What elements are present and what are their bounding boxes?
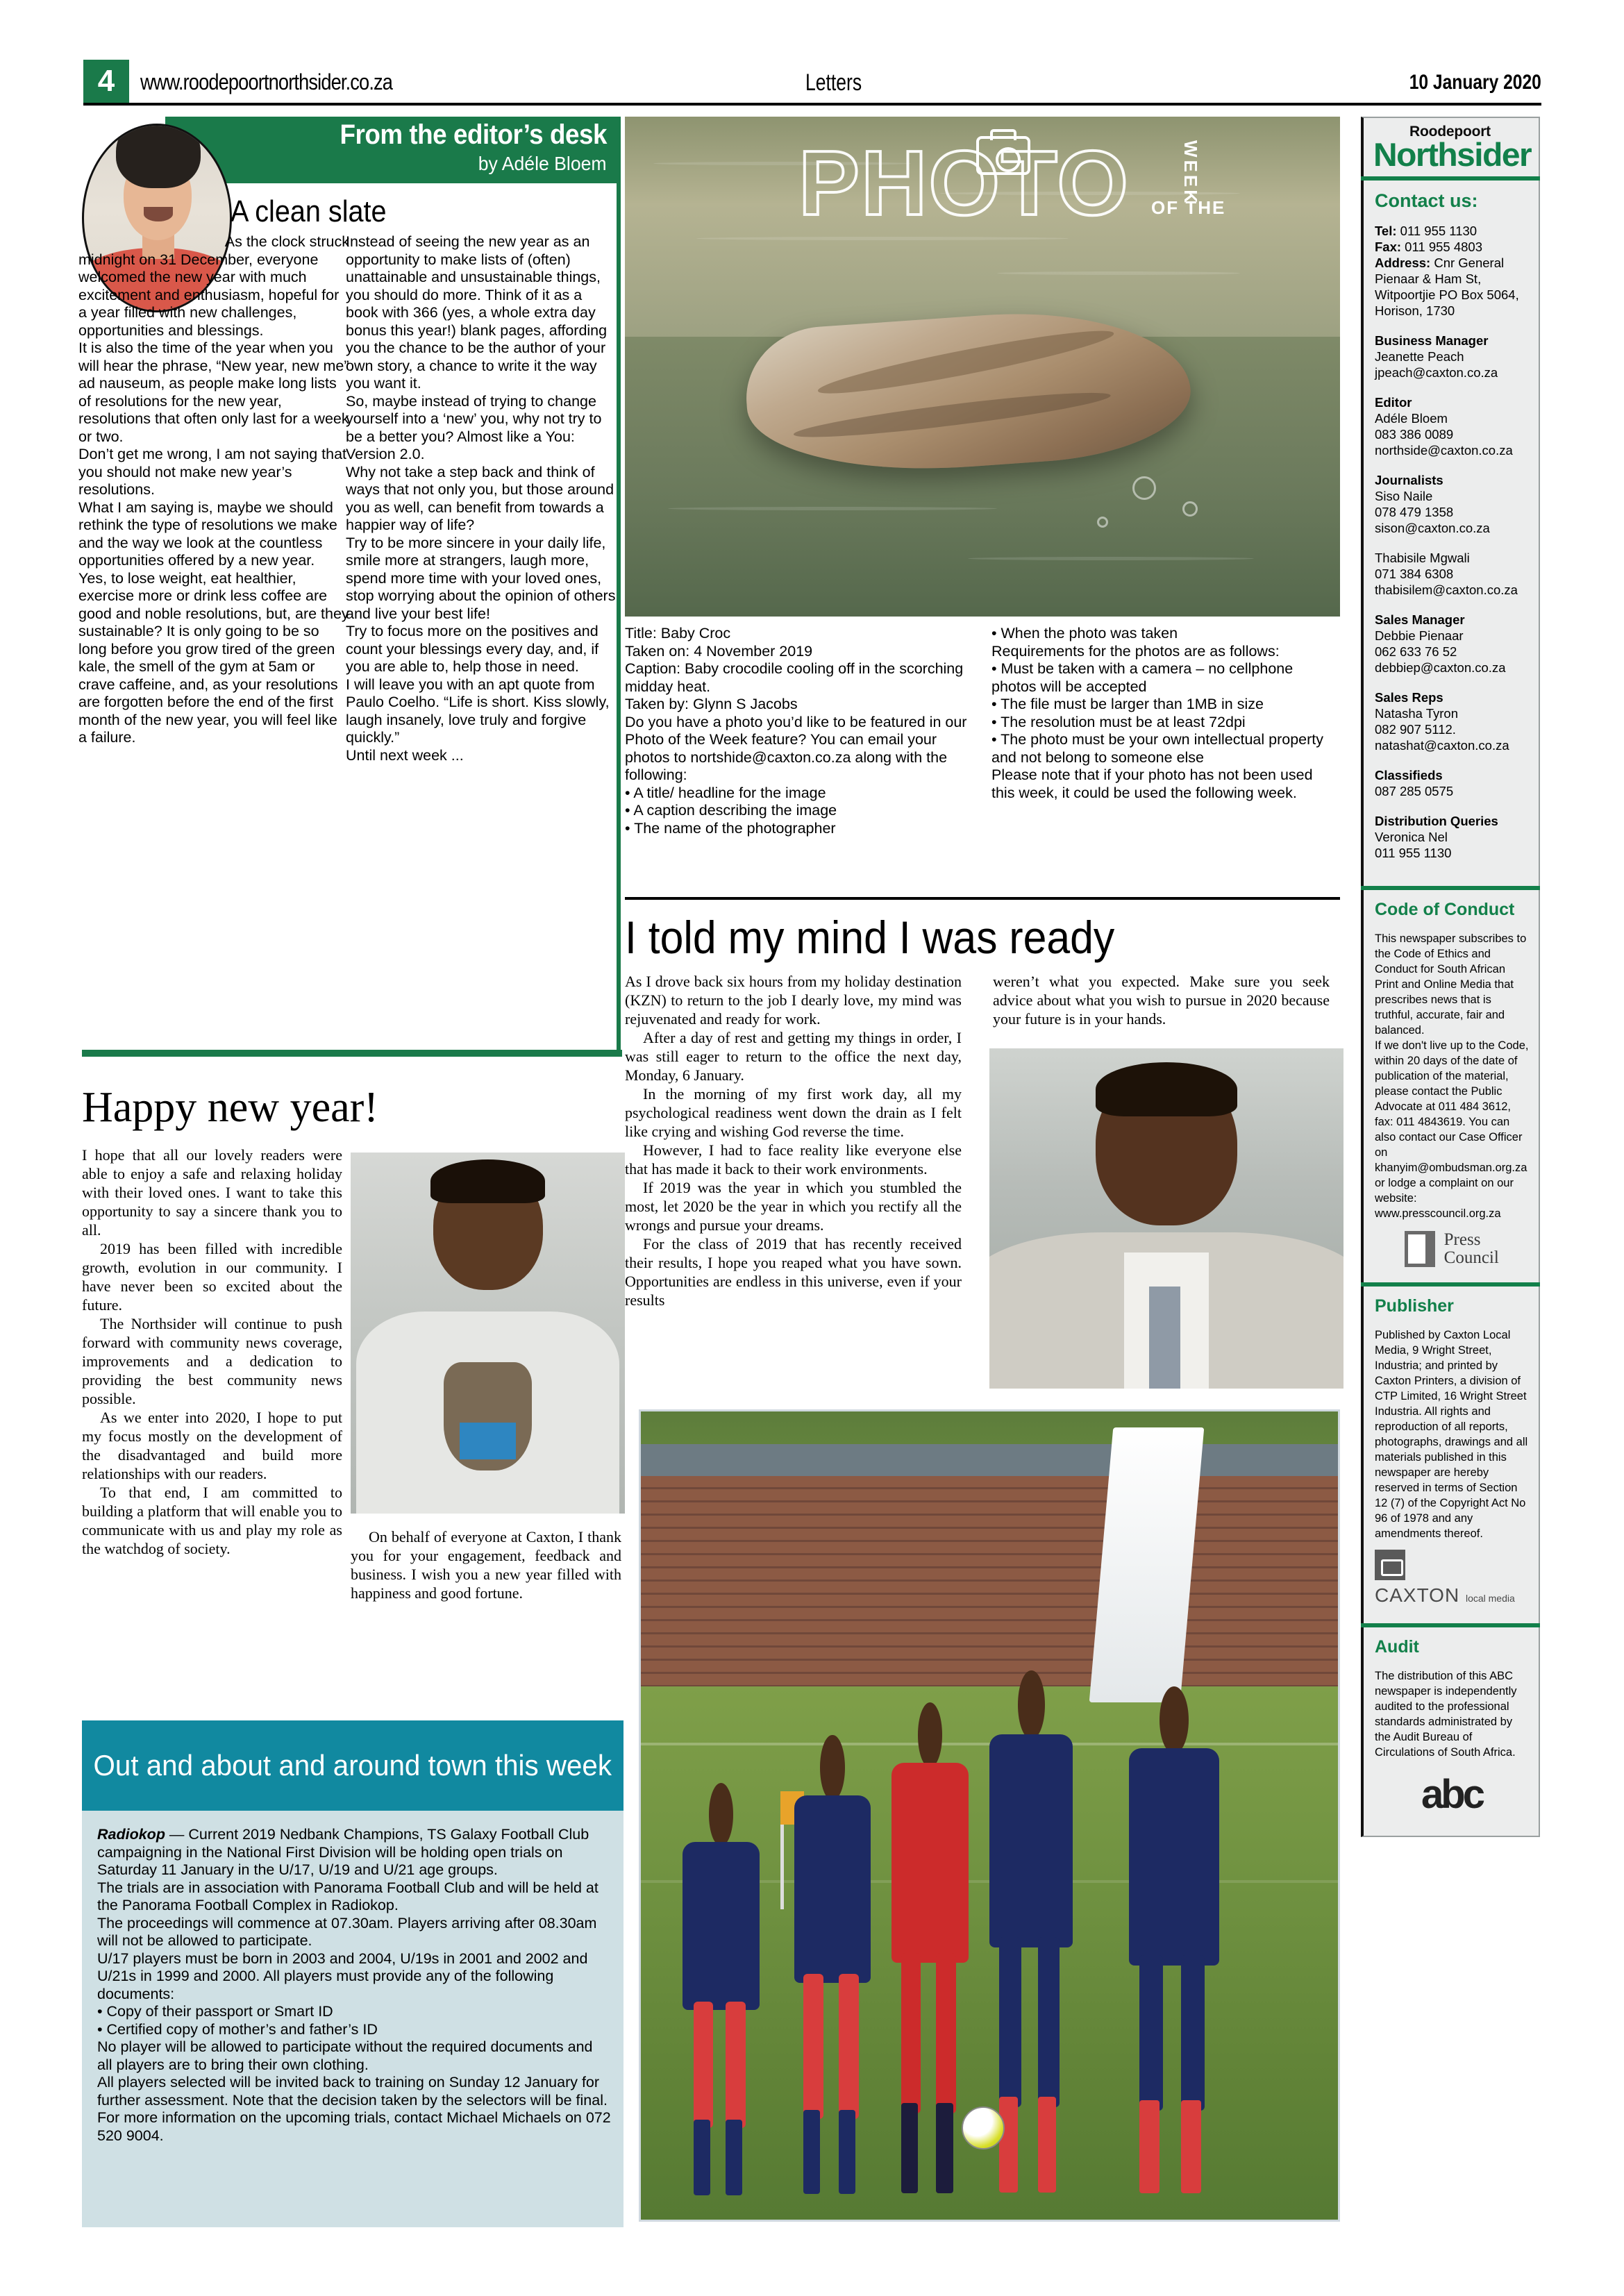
paragraph: • The name of the photographer	[625, 819, 836, 837]
info-sidebar	[1361, 117, 1540, 1837]
abc-logo-text: abc	[1421, 1772, 1482, 1817]
staff-detail: Debbie Pienaar	[1375, 628, 1464, 643]
soccer-match-photo	[639, 1409, 1340, 2222]
paragraph: I hope that all our lovely readers were able to enjoy a safe and relaxing holiday with their loved ones. I want to take this opportunity to say a sincere thank you to all.	[82, 1146, 342, 1239]
paragraph: Title: Baby Croc	[625, 625, 731, 642]
press-council-line2: Council	[1443, 1248, 1499, 1267]
out-and-about-headline: Out and about and around town this week	[93, 1749, 612, 1782]
publisher-heading: Publisher	[1375, 1296, 1454, 1316]
editors-desk-article	[78, 117, 617, 1047]
editors-desk-title: From the editor’s desk	[340, 119, 607, 150]
paragraph: • The file must be larger than 1MB in size	[991, 696, 1264, 712]
told-column-left	[625, 972, 962, 1309]
audit-heading: Audit	[1375, 1637, 1419, 1657]
soccer-ball	[962, 2106, 1005, 2150]
editors-desk-byline: by Adéle Bloem	[478, 153, 607, 174]
contact-details	[1375, 223, 1529, 319]
caxton-logo	[1375, 1541, 1529, 1612]
player-figure	[1129, 1686, 1220, 2204]
editors-desk-column-right	[346, 233, 617, 764]
happy-new-year-photo	[351, 1153, 625, 1514]
contact-label: Fax:	[1375, 240, 1402, 254]
editors-desk-right-rule	[617, 117, 621, 1050]
paragraph: All players selected will be invited back to training on Sunday 12 January for further assessment. Note that the decision taken by the selectors will be final.	[97, 2074, 608, 2109]
caxton-sub: local media	[1465, 1593, 1515, 1604]
contact-line: Tel: 011 955 1130	[1375, 224, 1477, 238]
paragraph: Caption: Baby crocodile cooling off in the scorching midday heat.	[625, 660, 964, 695]
paragraph: For the class of 2019 that has recently received their results, I hope you reaped what you have sown. Opportunities are endless in this universe, even if your results	[625, 1235, 962, 1309]
editors-desk-column-left	[78, 233, 349, 747]
staff-role: Sales Reps	[1375, 690, 1443, 705]
paragraph: Don’t get me wrong, I am not saying that you should not make new year’s resolutions.	[78, 446, 347, 498]
contact-line: Address: Cnr General Pienaar & Ham St, Witpoortjie PO Box 5064, Horison, 1730	[1375, 255, 1519, 318]
staff-detail: Adéle Bloem	[1375, 411, 1448, 426]
staff-detail: 082 907 5112.	[1375, 722, 1456, 737]
publisher-section	[1361, 1287, 1540, 1623]
staff-list	[1375, 333, 1529, 861]
player-figure	[794, 1735, 871, 2204]
editors-desk-headline: A clean slate	[231, 194, 387, 228]
page-masthead	[83, 60, 1541, 104]
paragraph: This newspaper subscribes to the Code of Ethics and Conduct for South African Print and Online Media that prescribes news that is truthful, accurate, fair and balanced.	[1375, 932, 1527, 1037]
told-column-right	[993, 972, 1330, 1028]
staff-detail: thabisilem@caxton.co.za	[1375, 583, 1518, 597]
paragraph: Please note that if your photo has not been used this week, it could be used the following week.	[991, 766, 1313, 801]
staff-detail: Siso Naile	[1375, 489, 1433, 503]
paragraph: • When the photo was taken	[991, 625, 1178, 642]
paragraph: After a day of rest and getting my things in order, I was still eager to return to the office the next day, Monday, 6 January.	[625, 1029, 962, 1084]
paragraph: Yes, to lose weight, eat healthier, exercise more or drink less coffee are good and noble resolutions, but, are they sustainable? It is only going to be so long before you grow tired of the green kale, the smell of the gym at 5am or crave caffeine, and, as your resolutions are forgotten before the end of the first month of the new year, you will feel like a failure.	[78, 569, 349, 746]
staff-detail: 078 479 1358	[1375, 505, 1454, 519]
issue-date: 10 January 2020	[1409, 71, 1541, 94]
logo-roodepoort: Roodepoort	[1409, 124, 1491, 140]
code-of-conduct-heading: Code of Conduct	[1375, 900, 1515, 919]
paragraph: Try to focus more on the positives and count your blessings every day, and, if you are able to, help those in need.	[346, 623, 599, 675]
editors-desk-banner	[165, 117, 617, 183]
drop-lead: As the clock struck	[224, 233, 349, 250]
staff-role: Journalists	[1375, 473, 1443, 487]
paragraph: Requirements for the photos are as follows:	[991, 642, 1280, 660]
paragraph: As I drove back six hours from my holiday destination (KZN) to return to the job I dearly love, my mind was rejuvenated and ready for work.	[625, 973, 962, 1028]
paragraph: • A title/ headline for the image	[625, 784, 826, 801]
paragraph: It is also the time of the year when you will hear the phrase, “New year, new me” ad nauseum, as people make long lists of resolutions for the new year, resolutions that often only last for a week or two.	[78, 340, 349, 445]
staff-role: Editor	[1375, 395, 1412, 410]
paragraph: For more information on the upcoming trials, contact Michael Michaels on 072 520 9004.	[97, 2109, 611, 2144]
photo-logo-ofthe: OF THE	[1151, 197, 1226, 218]
staff-role: Business Manager	[1375, 333, 1489, 348]
paragraph: Why not take a step back and think of ways that not only you, but those around you as well, can benefit from towards a happier way of life?	[346, 463, 614, 533]
staff-detail: Thabisile Mgwali	[1375, 551, 1470, 565]
staff-detail: Veronica Nel	[1375, 830, 1448, 844]
staff-detail: natashat@caxton.co.za	[1375, 738, 1509, 753]
paragraph: U/17 players must be born in 2003 and 2004, U/19s in 2001 and 2002 and U/21s in 1999 and 2000. All players must provide any of the following documents:	[97, 1950, 588, 2002]
hny-column-left	[82, 1146, 342, 1558]
paragraph: Until next week ...	[346, 746, 464, 764]
paragraph: Taken by: Glynn S Jacobs	[625, 696, 798, 712]
paragraph: Instead of seeing the new year as an opportunity to make lists of (often) unattainable and unsustainable things, you should do more. Think of it as a book with 366 (yes, a whole extra day bonus this year!) blank pages, affording you the chance to be the author of your own story, a chance to write it the way you want it.	[346, 233, 608, 392]
paragraph: So, maybe instead of trying to change yourself into a ‘new’ you, why not try to be a better you? Almost like a You: Version 2.0.	[346, 392, 602, 462]
contact-us-section	[1361, 181, 1540, 886]
paragraph: • Copy of their passport or Smart ID	[97, 2003, 333, 2020]
paragraph: However, I had to face reality like everyone else that has made it back to their work environments.	[625, 1141, 962, 1178]
paragraph: No player will be allowed to participate without the required documents and all players are to bring their own clothing.	[97, 2038, 593, 2073]
caxton-name: CAXTON	[1375, 1584, 1460, 1606]
page-number: 4	[83, 60, 129, 103]
out-and-about-box	[82, 1720, 623, 2227]
staff-entry	[1375, 394, 1529, 458]
staff-entry	[1375, 550, 1529, 598]
abc-logo	[1375, 1760, 1529, 1825]
paragraph: To that end, I am committed to building a platform that will enable you to communicate with us and play my role as the watchdog of society.	[82, 1484, 342, 1557]
publisher-body	[1375, 1327, 1529, 1541]
paragraph: If 2019 was the year in which you stumbled the most, let 2020 be the year in which you rectify all the wrongs and pursue your dreams.	[625, 1179, 962, 1234]
staff-detail: 087 285 0575	[1375, 784, 1454, 798]
staff-detail: 071 384 6308	[1375, 567, 1454, 581]
staff-role: Classifieds	[1375, 768, 1443, 782]
staff-detail: debbiep@caxton.co.za	[1375, 660, 1506, 675]
press-council-text	[1444, 1231, 1499, 1267]
paragraph: Taken on: 4 November 2019	[625, 642, 813, 660]
potw-caption-right	[991, 625, 1339, 802]
player-figure	[891, 1702, 968, 2204]
staff-detail: Natasha Tyron	[1375, 706, 1458, 721]
paragraph: If we don't live up to the Code, within 20 days of the date of publication of the material, please contact the Public Advocate at 011 484 3612, fax: 011 4843619. You can also contact our Case Officer on khanyim@ombudsman.org.za or lodge a complaint on our website: www.presscouncil.org.za	[1375, 1039, 1529, 1220]
caxton-mark-icon	[1375, 1550, 1405, 1580]
site-url[interactable]: www.roodepoortnorthsider.co.za	[140, 69, 393, 94]
press-council-mark-icon	[1405, 1231, 1435, 1267]
potw-caption-left	[625, 625, 972, 837]
code-of-conduct-section	[1361, 890, 1540, 1282]
staff-role: Sales Manager	[1375, 612, 1465, 627]
editors-desk-bottom-rule	[82, 1050, 622, 1057]
staff-detail: northside@caxton.co.za	[1375, 443, 1513, 458]
paragraph: As we enter into 2020, I hope to put my focus mostly on the development of the disadvantaged and build more relationships with our readers.	[82, 1409, 342, 1482]
paragraph: As the clock struck midnight on 31 December, everyone welcomed the new year with much excitement and enthusiasm, hopeful for a year filled with new challenges, opportunities and blessings.	[78, 233, 349, 339]
photo-logo-week: WEEK	[1180, 140, 1201, 206]
paragraph: The distribution of this ABC newspaper is independently audited to the professional standards administrated by the Audit Bureau of Circulations of South Africa.	[1375, 1670, 1517, 1759]
told-my-mind-headline: I told my mind I was ready	[625, 912, 1115, 963]
staff-detail: sison@caxton.co.za	[1375, 521, 1490, 535]
northsider-logo	[1361, 117, 1540, 176]
press-council-line1: Press	[1443, 1230, 1481, 1249]
staff-entry	[1375, 612, 1529, 676]
section-name: Letters	[805, 69, 862, 96]
paragraph: Radiokop — Current 2019 Nedbank Champions, TS Galaxy Football Club campaigning in the National First Division will be holding open trials on Saturday 11 January in the U/17, U/19 and U/21 age groups.	[97, 1826, 589, 1878]
contact-label: Tel:	[1375, 224, 1397, 238]
out-and-about-body	[97, 1826, 611, 2145]
paragraph: I will leave you with an apt quote from Paulo Coelho. “Life is short. Kiss slowly, laugh insanely, love truly and forgive quickly.”	[346, 676, 610, 746]
press-council-logo	[1375, 1221, 1529, 1271]
paragraph: Try to be more sincere in your daily life, smile more at strangers, laugh more, spend more time with your loved ones, stop worrying about the opinion of others and live your best life!	[346, 534, 616, 622]
paragraph: Published by Caxton Local Media, 9 Wright Street, Industria; and printed by Caxton Printers, a division of CTP Limited, 16 Wright Street Industria. All rights and reproduction of all reports, photographs, drawings and all materials published in this newspaper are hereby reserved in terms of Section 12 (7) of the Copyright Act No 96 of 1978 and any amendments thereof.	[1375, 1329, 1528, 1540]
staff-entry	[1375, 472, 1529, 536]
staff-entry	[1375, 767, 1529, 799]
audit-body	[1375, 1668, 1529, 1760]
staff-entry	[1375, 689, 1529, 753]
staff-entry	[1375, 333, 1529, 380]
contact-us-heading: Contact us:	[1375, 190, 1478, 211]
staff-role: Distribution Queries	[1375, 814, 1498, 828]
code-of-conduct-body	[1375, 931, 1529, 1221]
logo-northsider: Northsider	[1373, 136, 1532, 173]
staff-detail: 062 633 76 52	[1375, 644, 1457, 659]
paragraph: The Northsider will continue to push forward with community news coverage, improvements and a dedication to providing the best community news possible.	[82, 1315, 342, 1407]
paragraph: In the morning of my first work day, all my psychological readiness went down the drain as I felt like crying and wishing God reverse the time.	[625, 1085, 962, 1140]
staff-detail: jpeach@caxton.co.za	[1375, 365, 1498, 380]
photo-caption-rule	[625, 897, 1340, 900]
hny-column-right	[351, 1527, 621, 1602]
photo-of-the-week-image	[625, 117, 1340, 617]
paragraph: The trials are in association with Panorama Football Club and will be held at the Panorama Football Complex in Radiokop.	[97, 1879, 598, 1913]
audit-section	[1361, 1627, 1540, 1837]
paragraph: On behalf of everyone at Caxton, I thank you for your engagement, feedback and business. I wish you a new year filled with happiness and good fortune.	[351, 1528, 621, 1602]
location-label: Radiokop	[97, 1826, 169, 1843]
paragraph: • A caption describing the image	[625, 802, 837, 819]
paragraph: • Certified copy of mother’s and father’s ID	[97, 2020, 378, 2038]
masthead-rule	[83, 103, 1541, 106]
paragraph: The proceedings will commence at 07.30am. Players arriving after 08.30am will not be allowed to participate.	[97, 1914, 597, 1949]
paragraph: • Must be taken with a camera – no cellphone photos will be accepted	[991, 660, 1294, 695]
player-figure	[683, 1783, 759, 2203]
paragraph: • The photo must be your own intellectual property and not belong to someone else	[991, 731, 1324, 766]
paragraph: weren’t what you expected. Make sure you seek advice about what you wish to pursue in 2020 because your future is in your hands.	[993, 973, 1330, 1028]
paragraph: What I am saying is, maybe we should rethink the type of resolutions we make and the way we look at the countless opportunities offered by a new year.	[78, 498, 337, 569]
out-and-about-header	[82, 1720, 623, 1811]
paragraph: Do you have a photo you’d like to be featured in our Photo of the Week feature? You can email your photos to nortshide@caxton.co.za along with the following:	[625, 713, 967, 783]
told-my-mind-author-photo	[989, 1048, 1343, 1389]
contact-line: Fax: 011 955 4803	[1375, 240, 1482, 254]
paragraph: • The resolution must be at least 72dpi	[991, 713, 1246, 730]
staff-detail: 011 955 1130	[1375, 846, 1452, 860]
contact-label: Address:	[1375, 255, 1431, 270]
staff-detail: Jeanette Peach	[1375, 349, 1464, 364]
staff-entry	[1375, 813, 1529, 861]
paragraph: 2019 has been filled with incredible growth, evolution in our community. I have never been so excited about the future.	[82, 1240, 342, 1314]
staff-detail: 083 386 0089	[1375, 427, 1454, 442]
happy-new-year-headline: Happy new year!	[82, 1084, 378, 1131]
